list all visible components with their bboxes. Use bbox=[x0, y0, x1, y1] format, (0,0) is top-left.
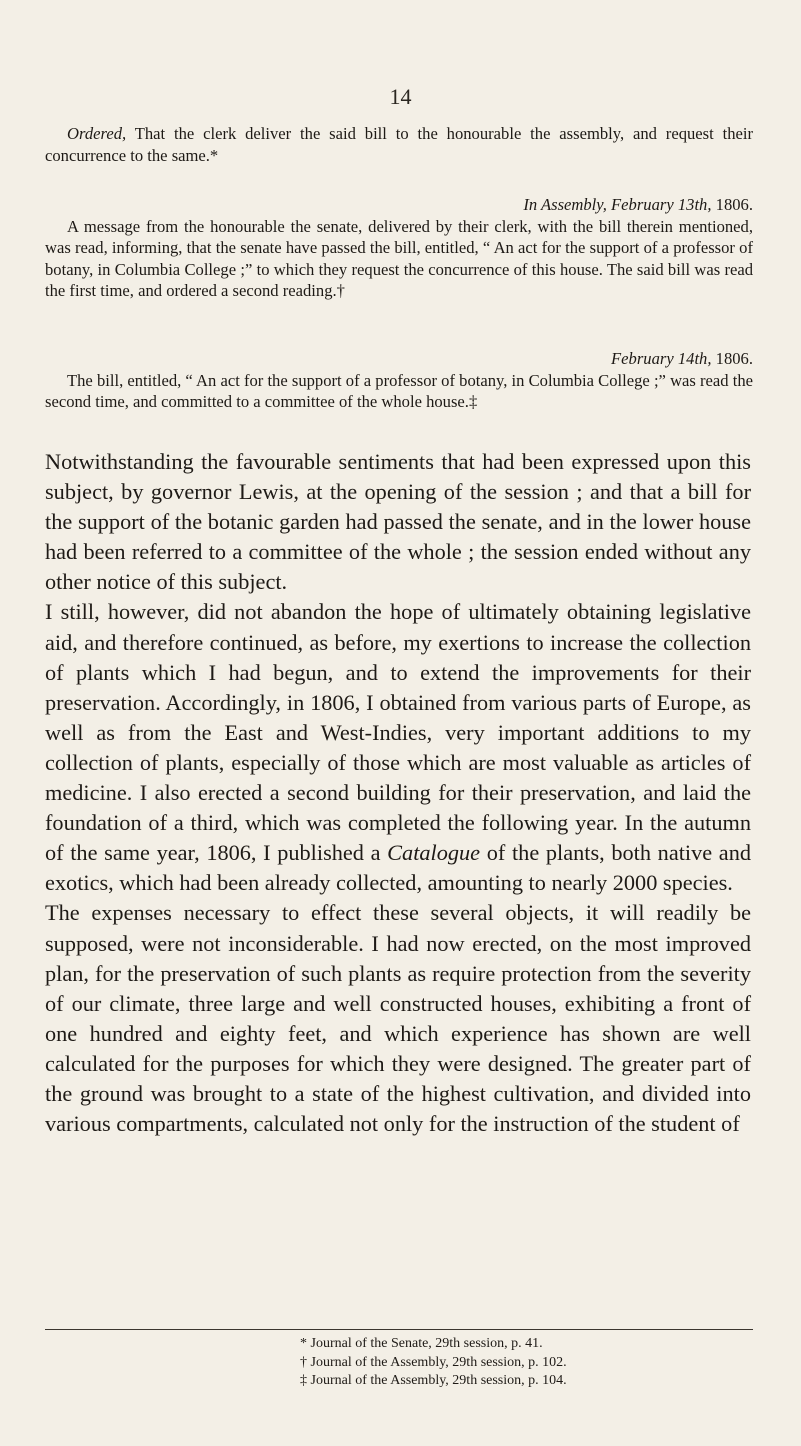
assembly-feb14-text: The bill, entitled, “ An act for the support of a professor of botany, in Columbia College ;” was read the second time, and committed to a committee of the whole house.‡ bbox=[45, 370, 753, 412]
assembly-feb14-entry bbox=[45, 348, 753, 413]
date-prefix: In Assembly, February 13th, bbox=[523, 195, 712, 214]
main-body bbox=[45, 447, 751, 1139]
p2-text-before: I still, however, did not abandon the hope of ultimately obtaining legislative aid, and therefore continued, as before, my exertions to increase the collection of plants which I had begun, and to extend the improvements for their preservation. Accordingly, in 1806, I obtained from various parts of Europe, as well as from the East and West-Indies, very important additions to my collection of plants, especially of those which are most valuable as articles of medicine. I also erected a second building for their preservation, and laid the foundation of a third, which was completed the following year. In the autumn of the same year, 1806, I published a bbox=[45, 599, 751, 866]
catalogue-title: Catalogue bbox=[387, 840, 481, 866]
body-paragraph-2 bbox=[45, 597, 751, 898]
footnote-divider bbox=[45, 1329, 753, 1330]
footnote-3: ‡ Journal of the Assembly, 29th session, p. 104. bbox=[300, 1373, 567, 1388]
ordered-label: Ordered, bbox=[67, 124, 127, 143]
assembly-feb13-entry bbox=[45, 194, 753, 302]
ordered-text: That the clerk deliver the said bill to the honourable the assembly, and request their concurrence to the same.* bbox=[45, 124, 753, 165]
p2-text-after: of the plants, both native and exotics, which had been already collected, amounting to nearly 2000 species. bbox=[45, 840, 752, 896]
body-paragraph-1: Notwithstanding the favourable sentiments that had been expressed upon this subject, by governor Lewis, at the opening of the session ; and that a bill for the support of the botanic garden had passed the senate, and in the lower house had been referred to a committee of the whole ; the session ended without any other notice of this subject. bbox=[45, 449, 751, 595]
page-number: 14 bbox=[389, 84, 412, 109]
body-paragraph-3: The expenses necessary to effect these several objects, it will readily be supposed, were not inconsiderable. I had now erected, on the most improved plan, for the preservation of such plants as require protection from the severity of our climate, three large and well constructed houses, exhibiting a front of one hundred and eighty feet, and which experience has shown are well calculated for the purposes for which they were designed. The greater part of the ground was brought to a state of the highest cultivation, and divided into various compartments, calculated not only for the instruction of the student of bbox=[45, 900, 751, 1137]
footnote-2: † Journal of the Assembly, 29th session, p. 102. bbox=[300, 1354, 567, 1370]
date-year: 1806. bbox=[711, 195, 753, 214]
assembly-feb14-date bbox=[45, 348, 753, 370]
footnote-1: * Journal of the Senate, 29th session, p. 41. bbox=[300, 1336, 543, 1351]
assembly-feb13-text: A message from the honourable the senate, delivered by their clerk, with the bill therein mentioned, was read, informing, that the senate have passed the bill, entitled, “ An act for the support of a professor of botany, in Columbia College ;” to which they request the concurrence of this house. The said bill was read the first time, and ordered a second reading.† bbox=[45, 216, 753, 301]
footnotes bbox=[300, 1335, 567, 1391]
date-year: 1806. bbox=[711, 349, 753, 368]
date-prefix: February 14th, bbox=[611, 349, 712, 368]
senate-order-text bbox=[45, 123, 753, 166]
assembly-feb13-date bbox=[45, 194, 753, 216]
senate-order-paragraph bbox=[45, 123, 753, 166]
